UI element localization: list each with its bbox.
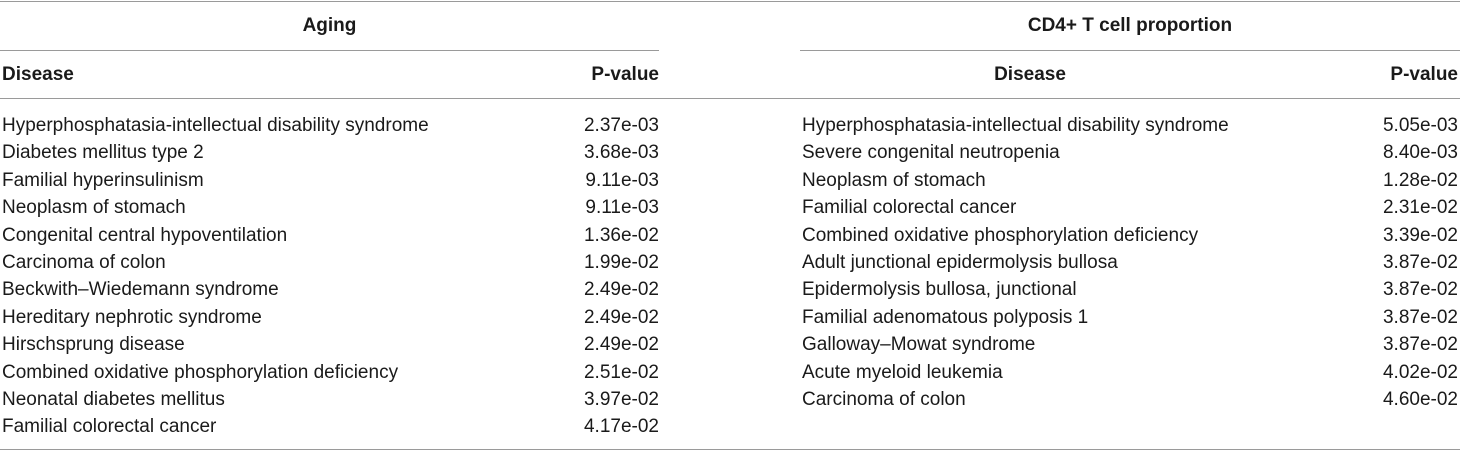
p-value: 2.49e-02 — [583, 306, 659, 328]
table-row — [800, 167, 1460, 194]
bottom-rule — [0, 449, 1460, 450]
p-value: 4.17e-02 — [583, 416, 659, 438]
table-row — [0, 249, 659, 276]
table-row — [0, 304, 659, 331]
p-value: 3.39e-02 — [1382, 224, 1458, 246]
disease-name: Diabetes mellitus type 2 — [2, 142, 204, 164]
table-row — [800, 276, 1460, 303]
p-value: 9.11e-03 — [585, 169, 659, 191]
p-value: 1.28e-02 — [1382, 169, 1458, 191]
table-row — [0, 359, 659, 386]
p-value: 3.87e-02 — [1382, 334, 1458, 356]
table-row — [0, 413, 659, 440]
disease-name: Beckwith–Wiedemann syndrome — [2, 279, 279, 301]
group-underline-cd4 — [800, 50, 1460, 51]
p-value: 8.40e-03 — [1382, 142, 1458, 164]
table-row — [0, 386, 659, 413]
col-header-disease-aging: Disease — [2, 64, 74, 85]
disease-name: Hereditary nephrotic syndrome — [2, 306, 262, 328]
table-row — [800, 139, 1460, 166]
table-row — [800, 222, 1460, 249]
disease-name: Carcinoma of colon — [802, 388, 966, 410]
p-value: 5.05e-03 — [1382, 115, 1458, 136]
table-row — [800, 331, 1460, 358]
disease-name: Carcinoma of colon — [2, 251, 166, 273]
table-row — [0, 139, 659, 166]
p-value: 2.51e-02 — [583, 361, 659, 383]
p-value: 4.02e-02 — [1382, 361, 1458, 383]
disease-name: Combined oxidative phosphorylation deficiency — [802, 224, 1199, 246]
group-underline-aging — [0, 50, 659, 51]
group-title-aging: Aging — [302, 15, 357, 36]
p-value: 3.87e-02 — [1382, 251, 1458, 273]
disease-name: Acute myeloid leukemia — [802, 361, 1003, 383]
disease-name: Familial hyperinsulinism — [2, 169, 204, 191]
disease-name: Neonatal diabetes mellitus — [2, 388, 225, 410]
p-value: 1.99e-02 — [583, 251, 659, 273]
disease-name: Familial adenomatous polyposis 1 — [802, 306, 1089, 328]
cd4-rows — [800, 112, 1460, 413]
col-header-disease-cd4: Disease — [994, 64, 1066, 85]
disease-name: Combined oxidative phosphorylation deficiency — [2, 361, 399, 383]
disease-name: Hirschsprung disease — [2, 334, 185, 356]
aging-rows — [0, 112, 659, 441]
table-row — [0, 276, 659, 303]
top-rule — [0, 1, 1460, 2]
disease-name: Severe congenital neutropenia — [802, 142, 1060, 164]
p-value: 3.68e-03 — [583, 142, 659, 164]
p-value: 9.11e-03 — [585, 197, 659, 219]
table-row — [0, 222, 659, 249]
disease-name: Epidermolysis bullosa, junctional — [802, 279, 1077, 301]
disease-name: Familial colorectal cancer — [2, 416, 217, 438]
table-row — [0, 194, 659, 221]
disease-name: Galloway–Mowat syndrome — [802, 334, 1036, 356]
table-row — [800, 304, 1460, 331]
group-title-cd4: CD4+ T cell proportion — [1027, 15, 1233, 36]
table-row — [800, 249, 1460, 276]
disease-name: Adult junctional epidermolysis bullosa — [802, 251, 1118, 273]
col-header-pvalue-cd4: P-value — [1390, 64, 1458, 85]
table-row — [800, 359, 1460, 386]
table-row — [0, 331, 659, 358]
disease-name: Familial colorectal cancer — [802, 197, 1017, 219]
table-row — [0, 167, 659, 194]
table-row — [800, 194, 1460, 221]
p-value: 2.49e-02 — [583, 279, 659, 301]
header-rule — [0, 98, 1460, 99]
col-header-pvalue-aging: P-value — [591, 64, 659, 85]
p-value: 1.36e-02 — [583, 224, 659, 246]
p-value: 4.60e-02 — [1382, 388, 1458, 410]
table-row — [800, 386, 1460, 413]
p-value: 2.31e-02 — [1382, 197, 1458, 219]
disease-name: Hyperphosphatasia-intellectual disability syndrome — [802, 115, 1229, 136]
table-row — [800, 112, 1460, 139]
disease-name: Hyperphosphatasia-intellectual disability syndrome — [2, 115, 429, 136]
p-value: 3.97e-02 — [583, 388, 659, 410]
table-row — [0, 112, 659, 139]
p-value: 3.87e-02 — [1382, 306, 1458, 328]
disease-name: Congenital central hypoventilation — [2, 224, 288, 246]
p-value: 2.49e-02 — [583, 334, 659, 356]
disease-name: Neoplasm of stomach — [802, 169, 986, 191]
p-value: 3.87e-02 — [1382, 279, 1458, 301]
p-value: 2.37e-03 — [583, 115, 659, 136]
disease-name: Neoplasm of stomach — [2, 197, 186, 219]
